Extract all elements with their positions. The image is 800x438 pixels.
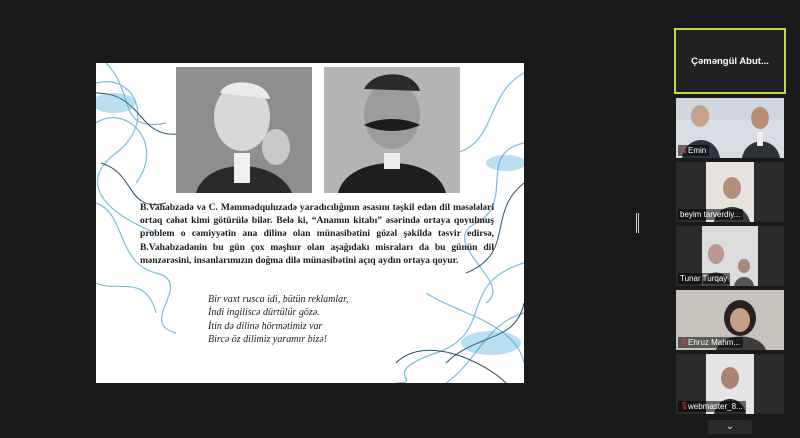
poem-line: Bir vaxt rusca idi, bütün reklamlar, [208, 294, 349, 305]
chevron-down-icon[interactable]: ⌄ [708, 420, 752, 434]
participant-label [678, 145, 709, 156]
shared-screen [96, 63, 524, 383]
participant-tile-beyim[interactable] [676, 162, 784, 222]
participant-name: beyim tarverdiy... [680, 210, 741, 219]
mic-muted-icon: 🎙 [680, 146, 689, 154]
mic-muted-icon: 🎙 [680, 402, 689, 410]
portrait-photo-right [324, 67, 460, 193]
participant-tile-webmaster[interactable] [676, 354, 784, 414]
participant-label [678, 273, 730, 284]
participant-label [678, 401, 746, 412]
portrait-photo-left [176, 67, 312, 193]
active-speaker-tile[interactable] [674, 28, 786, 94]
participant-tile-tunar[interactable] [676, 226, 784, 286]
poem-line: İndi ingiliscə dürtülür gözə. [208, 307, 320, 319]
participant-tile-ehruz[interactable] [676, 290, 784, 350]
mic-muted-icon: 🎙 [680, 338, 689, 346]
poem-line: İtin də dilinə hörmətimiz var [208, 320, 323, 332]
participant-label [678, 209, 743, 220]
split-resize-handle[interactable] [636, 213, 639, 233]
participant-name: webmaster_8... [688, 402, 743, 411]
participant-name: Tunar Turqay [680, 274, 728, 283]
active-speaker-name: Çəməngül Abut... [691, 55, 769, 67]
slide-paragraph: B.Vahabzadə və C. Məmmədquluzadə yaradıcılığının əsasını təşkil edən dil məsələləri ortaq cəhət kimi götürülə bilər. Belə ki, “Anamın kitabı” əsərində ortaya qoyulmuş problem o cəmiyyətin ana dilinə olan münasibətini gözəl şəkildə təsvir edirsə, B.Vahabzadənin bu gün çox məşhur olan aşağıdakı misraları da bu günün dil mənzərəsini, insanlarımızın doğma dilə münasibətini açıq aydın ortaya qoyur. [140, 202, 494, 266]
participant-name: Ehruz Mahm... [688, 338, 741, 347]
participant-label [678, 337, 743, 348]
poem-line: Bircə öz dilimiz yaramır bizə! [208, 334, 328, 346]
participant-tile-emin[interactable] [676, 98, 784, 158]
slide-poem [208, 293, 348, 347]
participant-name: Emin [688, 146, 707, 155]
